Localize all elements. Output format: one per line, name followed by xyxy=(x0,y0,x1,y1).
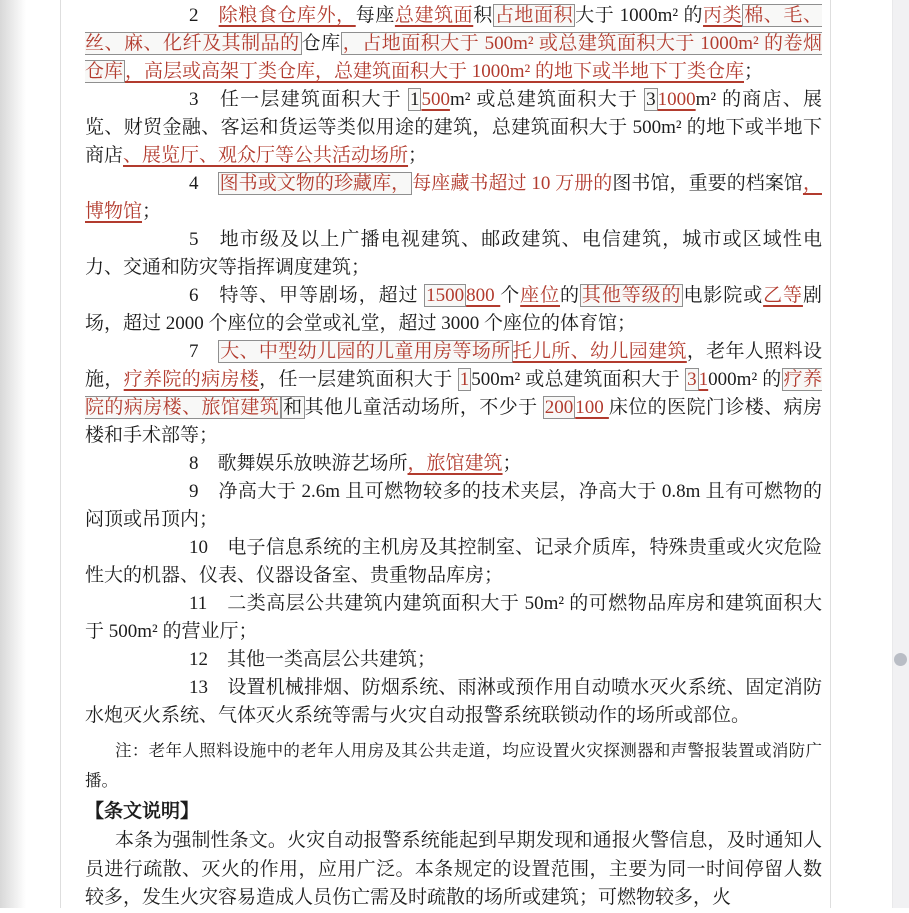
inserted-text-run: 乙等 xyxy=(763,285,803,306)
deleted-text-run: 200 xyxy=(544,397,574,418)
heading-paragraph xyxy=(85,796,822,827)
clause-paragraph xyxy=(85,646,822,674)
scrollbar-track[interactable] xyxy=(892,0,909,908)
expl-paragraph xyxy=(85,827,822,913)
inserted-text-run: 托儿所、幼儿园建筑 xyxy=(512,341,687,362)
text-run: 床位的医院门诊楼、病房楼和手术部等； xyxy=(85,397,822,446)
text-run: 个 xyxy=(500,285,521,306)
text-run: 电子信息系统的主机房及其控制室、记录介质库，特殊贵重或火灾危险性大的机器、仪表、仪器设备室、贵重物品库房； xyxy=(85,537,822,586)
inserted-text-run: 100 xyxy=(575,397,609,418)
clause-number: 8 xyxy=(189,453,218,474)
deleted-text-run: 棉、毛、丝、麻、化纤及其制品的 xyxy=(85,5,822,54)
text-run: 特等、甲等剧场，超过 xyxy=(219,285,425,306)
text-run: 设置机械排烟、防烟系统、雨淋或预作用自动喷水灭火系统、固定消防水炮灭火系统、气体灭火系统等需与火灾自动报警系统联锁动作的场所或部位。 xyxy=(85,677,822,726)
text-run: 积 xyxy=(473,5,493,26)
clause-paragraph xyxy=(85,674,822,730)
clause-paragraph xyxy=(85,534,822,590)
text-run: 净高大于 2.6m 且可燃物较多的技术夹层，净高大于 0.8m 且有可燃物的闷顶或吊顶内； xyxy=(85,481,822,530)
clause-paragraph xyxy=(85,226,822,282)
deleted-text-run: 占地面积 xyxy=(494,5,574,26)
clause-number: 9 xyxy=(189,481,219,502)
text-run: ，任一层建筑面积大于 xyxy=(259,369,458,390)
clause-number: 3 xyxy=(189,89,220,110)
clause-paragraph xyxy=(85,338,822,450)
text-run: 的 xyxy=(560,285,580,306)
clause-paragraph xyxy=(85,2,822,86)
text-run: 仓库 xyxy=(301,33,341,54)
clause-number: 6 xyxy=(189,285,220,306)
deleted-text-run: 3 xyxy=(646,89,656,110)
inserted-text-run: ，高层或高架丁类仓库，总建筑面积大于 1000m² 的地下或半地下丁类仓库 xyxy=(125,61,744,82)
text-run: ； xyxy=(502,453,522,474)
clause-number: 5 xyxy=(189,229,220,250)
text-run: 图书馆，重要的档案馆 xyxy=(612,173,803,194)
clause-number: 7 xyxy=(189,341,219,362)
inserted-text-run: 、展览厅、观众厅等公共活动场所 xyxy=(123,145,409,166)
clause-paragraph xyxy=(85,590,822,646)
text-run: m² 或总建筑面积大于 xyxy=(449,89,645,110)
inserted-text-run: 除粮食仓库外， xyxy=(218,5,356,26)
text-run: 每座 xyxy=(355,5,395,26)
deleted-text-run: 3 xyxy=(687,369,697,390)
inserted-text-run: 500 xyxy=(421,89,450,110)
text-run: 【条文说明】 xyxy=(85,801,200,822)
clause-paragraph xyxy=(85,450,822,478)
text-run: 剧场，超过 2000 个座位的会堂或礼堂，超过 3000 个座位的体育馆； xyxy=(85,285,822,334)
text-run: ，老年人照料设施， xyxy=(85,341,822,390)
inserted-text-run: 800 xyxy=(466,285,501,306)
text-run: 本条为强制性条文。火灾自动报警系统能起到早期发现和通报火警信息，及时通知人员进行疏散、灭火的作用，应用广泛。本条规定的设置范围，主要为同一时间停留人数较多，发生火灾容易造成人员伤亡需及时疏散的场所或建筑；可燃物较多，火 xyxy=(85,830,822,908)
inserted-text-run: 丙类 xyxy=(703,5,743,26)
deleted-text-run: 其他等级的 xyxy=(581,285,682,306)
clause-paragraph xyxy=(85,478,822,534)
text-run: ； xyxy=(408,145,428,166)
page-right-border xyxy=(830,0,831,908)
clause-number: 13 xyxy=(189,677,228,698)
clause-number: 11 xyxy=(189,593,228,614)
clause-number: 4 xyxy=(189,173,218,194)
scroll-indicator-dot[interactable] xyxy=(894,653,907,666)
text-run: ； xyxy=(142,201,162,222)
inserted-text-run: 1 xyxy=(698,369,709,390)
text-run: 地市级及以上广播电视建筑、邮政建筑、电信建筑，城市或区域性电力、交通和防灾等指挥调度建筑； xyxy=(85,229,822,278)
text-run: 其他一类高层公共建筑； xyxy=(227,649,437,670)
inserted-text-run: 座位 xyxy=(520,285,560,306)
note-paragraph xyxy=(85,736,822,796)
text-run: 000m² 的 xyxy=(708,369,782,390)
clause-paragraph xyxy=(85,282,822,338)
inserted-text-run: ，博物馆 xyxy=(85,173,822,222)
text-run: 任一层建筑面积大于 xyxy=(219,89,408,110)
deleted-text-run: 疗养院的病房楼、旅馆建筑 xyxy=(85,369,822,418)
text-run: 二类高层公共建筑内建筑面积大于 50m² 的可燃物品库房和建筑面积大于 500m² 的营业厅； xyxy=(85,593,822,642)
page-edge-shadow xyxy=(0,0,26,908)
clause-number: 2 xyxy=(189,5,219,26)
deleted-text-run: 1 xyxy=(409,89,420,110)
inserted-text-run: ，旅馆建筑 xyxy=(407,453,503,474)
deleted-text-run: 1500 xyxy=(426,285,465,306)
revision-text-run: 每座藏书超过 10 万册的 xyxy=(412,173,613,194)
deleted-text-run: 和 xyxy=(283,397,303,418)
deleted-text-run: 图书或文物的珍藏库， xyxy=(219,173,411,194)
clause-number: 10 xyxy=(189,537,228,558)
text-run: m² 的商店、展览、财贸金融、客运和货运等类似用途的建筑，总建筑面积大于 500m² 的地下或半地下商店 xyxy=(85,89,822,166)
text-run: ； xyxy=(744,61,764,82)
inserted-text-run: 1000 xyxy=(657,89,696,110)
text-run: 电影院或 xyxy=(683,285,764,306)
deleted-text-run: 大、中型幼儿园的儿童用房等场所 xyxy=(220,341,511,362)
text-run: 其他儿童活动场所，不少于 xyxy=(304,397,543,418)
inserted-text-run: 疗养院的病房楼 xyxy=(123,369,260,390)
inserted-text-run: 总建筑面 xyxy=(394,5,474,26)
text-run: 500m² 或总建筑面积大于 xyxy=(471,369,686,390)
deleted-text-run: ，占地面积大于 500m² 或总建筑面积大于 1000m² 的卷烟仓库 xyxy=(85,33,822,82)
clause-paragraph xyxy=(85,86,822,170)
text-run: 大于 1000m² 的 xyxy=(575,5,704,26)
clause-number: 12 xyxy=(189,649,228,670)
document-content xyxy=(85,2,822,913)
text-run: 注：老年人照料设施中的老年人用房及其公共走道，均应设置火灾探测器和声警报装置或消防广播。 xyxy=(85,741,822,790)
text-run: 歌舞娱乐放映游艺场所 xyxy=(217,453,408,474)
page-left-border xyxy=(60,0,61,908)
clause-paragraph xyxy=(85,170,822,226)
deleted-text-run: 1 xyxy=(459,369,470,390)
